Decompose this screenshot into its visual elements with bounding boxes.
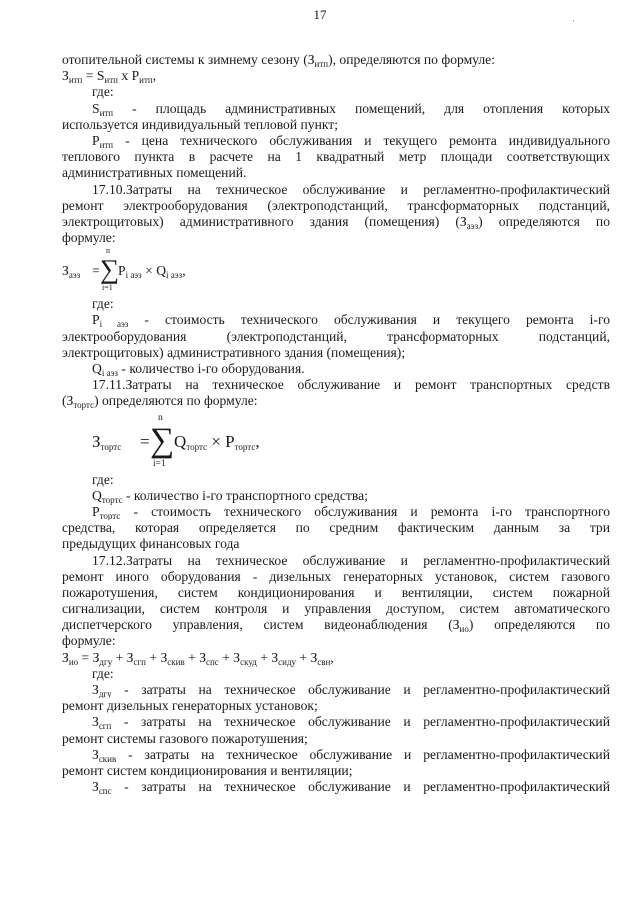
paragraph-line: 17.12.Затраты на техническое обслуживание и регламентно-профилактический xyxy=(92,552,610,568)
page-number: 17 xyxy=(313,7,327,22)
formula-tortc: $З_{тортс}$ = ∑ n i=1 $Q_{тортс} \times P_{тортс}$, xyxy=(92,412,260,469)
definition-line: $P_{i аэз}$ - стоимость технического обслуживания и текущего ремонта i-го xyxy=(92,312,610,329)
formula-aez: $З_{аэз}$ = ∑ n i=1 $P_{i аэз} \times Q_{i аэз}$, xyxy=(62,246,186,293)
definition-line: электрощитовых) административного здания (помещения); xyxy=(62,344,406,360)
definition-line: $Q_{тортс}$ - количество i-го транспортного средства; xyxy=(92,487,368,505)
paragraph-line: диспетчерского управления, систем видеонаблюдения $(З_{ио})$ определяются по xyxy=(62,617,610,634)
definition-line: $З_{сгп}$ - затраты на техническое обслуживание и регламентно-профилактический xyxy=(92,714,610,731)
definition-line: $S_{итп}$ - площадь административных помещений, для отопления которых xyxy=(92,100,610,117)
definition-line: $Q_{i аэз}$ - количество i-го оборудования. xyxy=(92,361,305,378)
where-label: где: xyxy=(92,665,114,681)
definition-line: электрооборудования (электроподстанций, трансформаторных подстанций, xyxy=(62,328,610,344)
definition-line: предыдущих финансовых года xyxy=(62,536,240,552)
definition-line: $P_{тортс}$ - стоимость технического обслуживания и ремонта i-го транспортного xyxy=(92,503,610,521)
paragraph-line: формуле: xyxy=(62,230,116,246)
where-label: где: xyxy=(92,296,114,312)
paragraph-line: ремонт иного оборудования - дизельных генераторных установок, систем газового xyxy=(62,568,610,584)
definition-line: ремонт систем кондиционирования и вентиляции; xyxy=(62,762,353,778)
definition-line: $P_{итп}$ - цена технического обслуживания и текущего ремонта индивидуального xyxy=(92,132,610,150)
paragraph-line: 17.10.Затраты на техническое обслуживание и регламентно-профилактический xyxy=(92,181,610,197)
text-line: отопительной системы к зимнему сезону $(З_{итп})$, определяются по формуле: xyxy=(62,52,495,69)
where-label: где: xyxy=(92,84,114,100)
paragraph-line: пожаротушения, систем кондиционирования и вентиляции, систем пожарной xyxy=(62,584,610,600)
document-body xyxy=(62,52,610,795)
paragraph-line: 17.11.Затраты на техническое обслуживание и ремонт транспортных средств xyxy=(92,377,610,393)
definition-line: теплового пункта в расчете на 1 квадратный метр площади соответствующих xyxy=(62,149,610,165)
definition-line: используется индивидуальный тепловой пункт; xyxy=(62,116,339,132)
definition-line: ремонт системы газового пожаротушения; xyxy=(62,730,308,746)
paragraph-line: электрощитовых) административного здания (помещения) $(З_{аэз})$ определяются по xyxy=(62,213,610,231)
paragraph-line: сигнализации, систем контроля и управления доступом, систем автоматического xyxy=(62,601,610,617)
formula-io: $З_{ио} = З_{дгу} + З_{сгп} + З_{скив} + З_{спс} + З_{скуд} + З_{сиду} + З_{свн}$, xyxy=(62,649,334,667)
corner-mark: · xyxy=(572,16,575,26)
paragraph-line: ремонт электрооборудования (электроподстанций, трансформаторных подстанций, xyxy=(62,197,610,213)
sum-symbol: ∑ xyxy=(100,254,120,285)
where-label: где: xyxy=(92,471,114,487)
definition-line: ремонт дизельных генераторных установок; xyxy=(62,698,318,714)
paragraph-line: $(З_{тортс})$ определяются по формуле: xyxy=(62,393,258,411)
definition-line: $З_{скив}$ - затраты на техническое обслуживание и регламентно-профилактический xyxy=(92,746,610,763)
definition-line: административных помещений. xyxy=(62,165,247,181)
paragraph-line: формуле: xyxy=(62,633,116,649)
sum-symbol: ∑ xyxy=(150,421,175,459)
formula-itp: $З_{итп} = S_{итп}$ x $P_{итп}$, xyxy=(62,68,157,86)
definition-line: $З_{дгу}$ - затраты на техническое обслуживание и регламентно-профилактический xyxy=(92,682,610,699)
definition-line: средства, которая определяется по средним фактическим данным за три xyxy=(62,520,610,536)
definition-line: $З_{спс}$ - затраты на техническое обслуживание и регламентно-профилактический xyxy=(92,779,610,796)
